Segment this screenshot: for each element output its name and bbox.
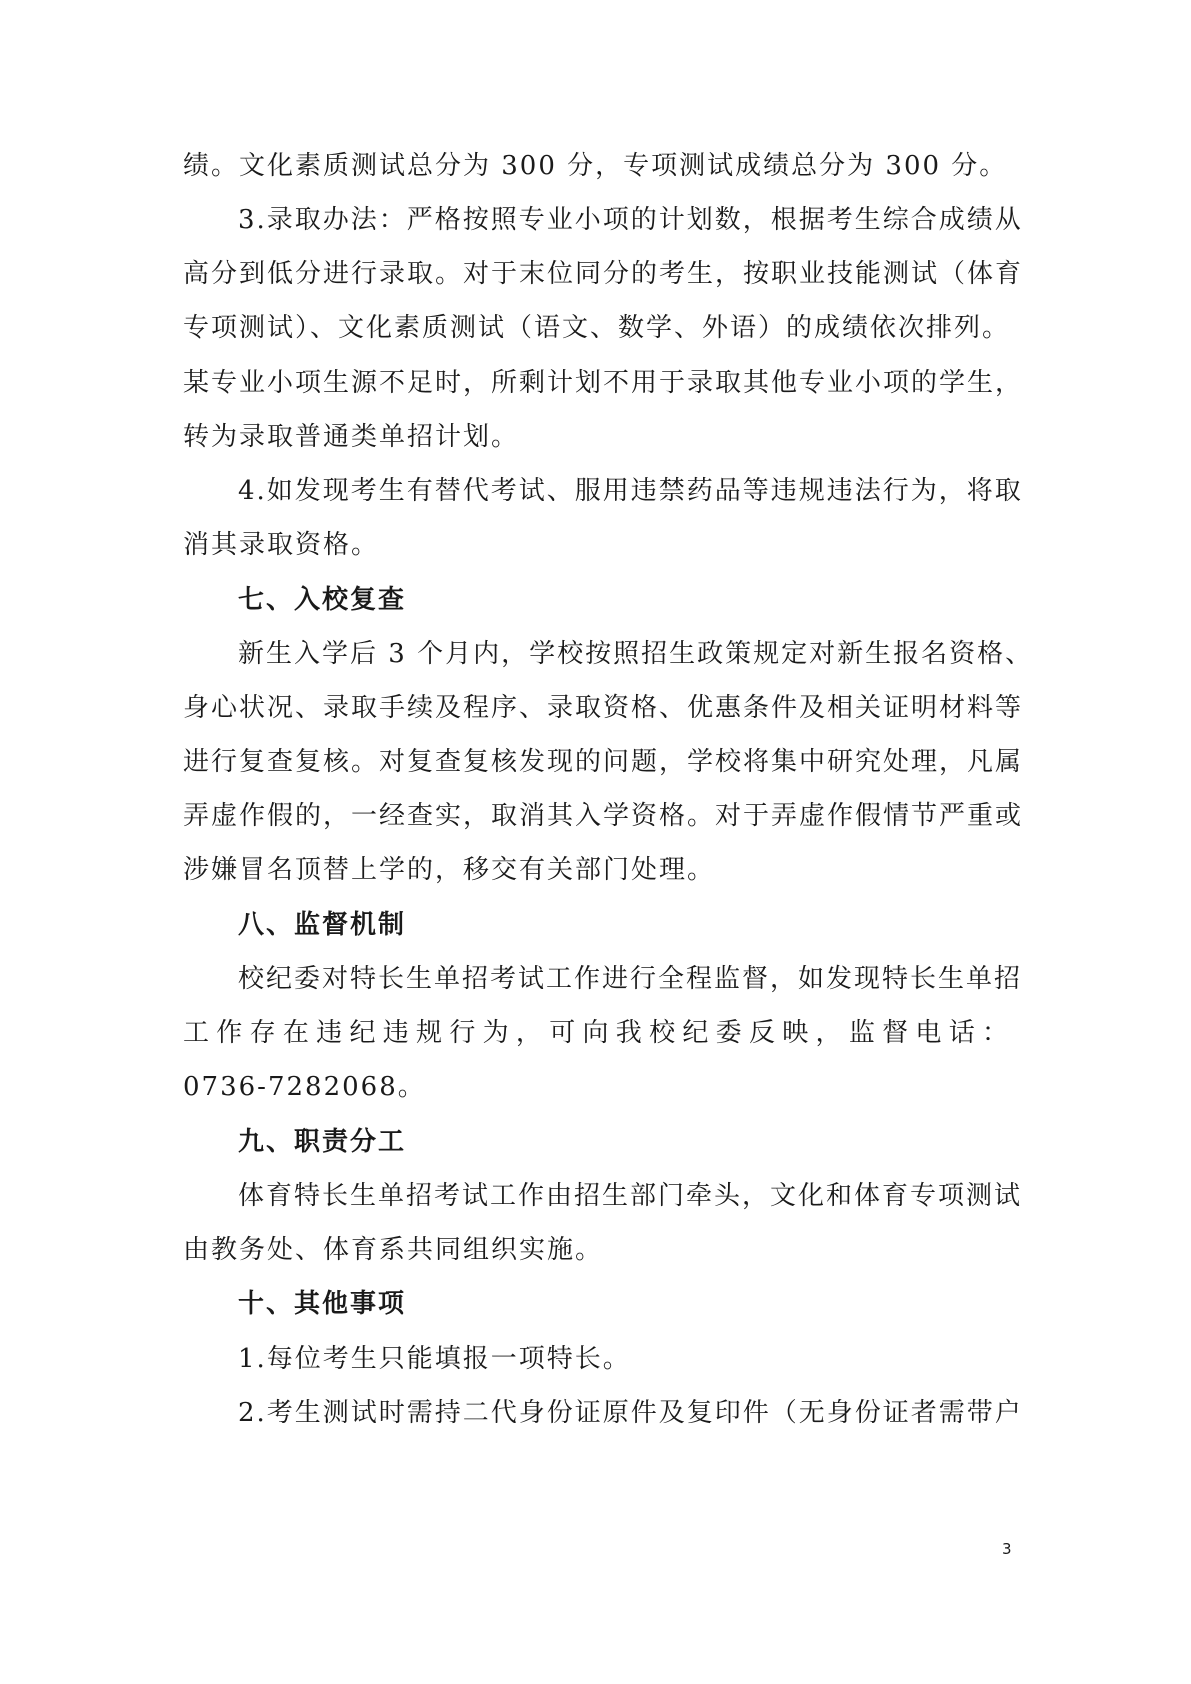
paragraph-line: 体育特长生单招考试工作由招生部门牵头，文化和体育专项测试 [238, 1181, 1023, 1211]
paragraph-line: 工作存在违纪违规行为，可向我校纪委反映，监督电话： [183, 1018, 1010, 1048]
paragraph-line: 某专业小项生源不足时，所剩计划不用于录取其他专业小项的学生， [183, 368, 1024, 398]
section-heading-responsibilities: 九、职责分工 [238, 1127, 407, 1157]
paragraph-line: 校纪委对特长生单招考试工作进行全程监督，如发现特长生单招 [238, 964, 1023, 994]
paragraph-line: 身心状况、录取手续及程序、录取资格、优惠条件及相关证明材料等 [183, 693, 1024, 723]
paragraph-line: 绩。文化素质测试总分为 300 分，专项测试成绩总分为 300 分。 [183, 151, 1008, 181]
page-number: 3 [1002, 1540, 1012, 1558]
paragraph-line: 2.考生测试时需持二代身份证原件及复印件（无身份证者需带户 [238, 1398, 1023, 1428]
paragraph-line: 4.如发现考生有替代考试、服用违禁药品等违规违法行为，将取 [238, 476, 1023, 506]
paragraph-line: 新生入学后 3 个月内，学校按照招生政策规定对新生报名资格、 [238, 639, 1034, 669]
paragraph-line: 由教务处、体育系共同组织实施。 [183, 1235, 604, 1265]
paragraph-line: 1.每位考生只能填报一项特长。 [238, 1344, 631, 1374]
paragraph-line: 转为录取普通类单招计划。 [183, 422, 520, 452]
paragraph-line: 涉嫌冒名顶替上学的，移交有关部门处理。 [183, 855, 716, 885]
section-heading-supervision: 八、监督机制 [238, 910, 407, 940]
section-heading-other-matters: 十、其他事项 [238, 1289, 407, 1319]
paragraph-line: 高分到低分进行录取。对于末位同分的考生，按职业技能测试（体育 [183, 259, 1024, 289]
paragraph-line: 专项测试）、文化素质测试（语文、数学、外语）的成绩依次排列。 [183, 313, 1011, 343]
paragraph-line: 进行复查复核。对复查复核发现的问题，学校将集中研究处理，凡属 [183, 747, 1024, 777]
paragraph-line: 消其录取资格。 [183, 530, 380, 560]
paragraph-line: 3.录取办法：严格按照专业小项的计划数，根据考生综合成绩从 [238, 205, 1023, 235]
paragraph-line: 0736-7282068。 [183, 1072, 426, 1102]
paragraph-line: 弄虚作假的，一经查实，取消其入学资格。对于弄虚作假情节严重或 [183, 801, 1024, 831]
section-heading-re-examination: 七、入校复查 [238, 585, 407, 615]
